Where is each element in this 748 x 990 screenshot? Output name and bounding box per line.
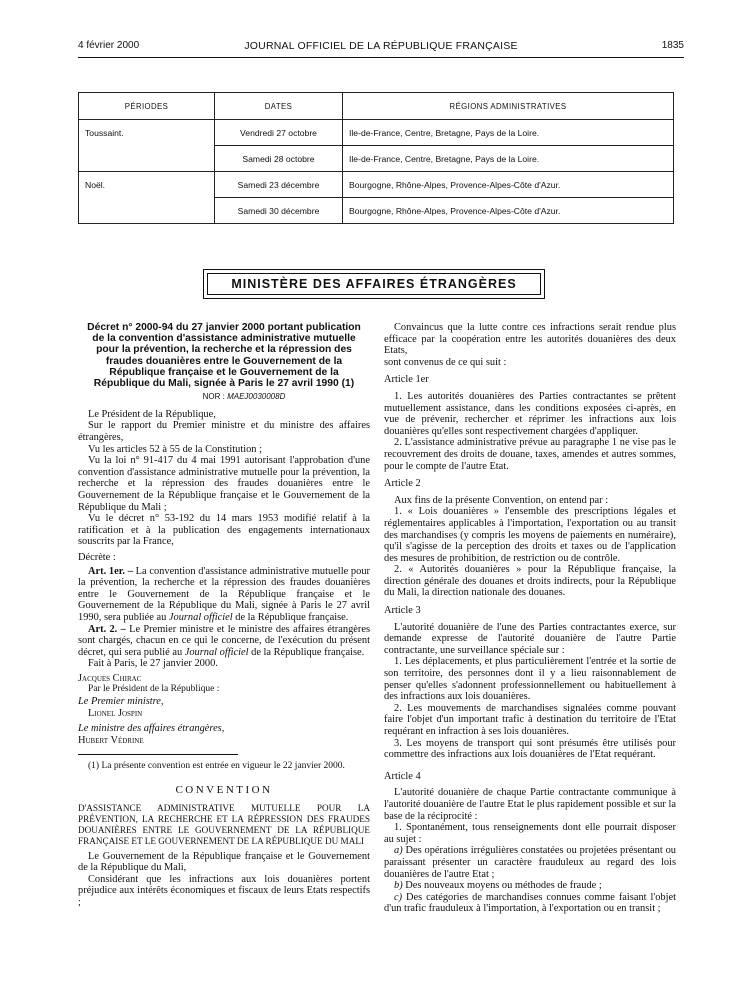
convention-title: D'ASSISTANCE ADMINISTRATIVE MUTUELLE POUR LA PRÉVENTION, LA RECHERCHE ET LA RÉPRESSION DES FRAUDES DOUANIÈRES ENTRE LE GOUVERNEMENT DE LA RÉPUBLIQUE FRANÇAISE ET LE GOUVERNEMENT DE LA RÉPUBLIQUE DU MALI xyxy=(78,802,370,846)
column-header: PÉRIODES xyxy=(79,93,215,120)
nor-value: MAEJ0030008D xyxy=(227,392,286,402)
paragraph: 2. « Autorités douanières » pour la République française, la direction générale des douanes et droits indirects, pour la République du Mali, la direction nationale des douanes. xyxy=(384,564,676,599)
article-heading: Article 1er xyxy=(384,374,429,386)
pm-title: Le Premier ministre, xyxy=(78,696,164,708)
article-2 xyxy=(78,624,370,659)
paragraph: Vu le décret n° 53-192 du 14 mars 1953 modifié relatif à la ratification et à la publication des engagements internationaux souscrits par la France, xyxy=(78,513,370,548)
signing-place: Fait à Paris, le 27 janvier 2000. xyxy=(88,658,218,670)
paragraph: sont convenus de ce qui suit : xyxy=(384,356,507,368)
pm-name: Lionel Jospin xyxy=(88,707,143,719)
date-cell: Samedi 23 décembre xyxy=(215,172,343,198)
footnote: (1) La présente convention est entrée en vigueur le 22 janvier 2000. xyxy=(88,761,345,772)
column-header: DATES xyxy=(215,93,343,120)
paragraph: Aux fins de la présente Convention, on entend par : xyxy=(394,494,609,506)
period-cell: Toussaint. xyxy=(79,120,215,172)
article-label: Art. 1er. – xyxy=(88,565,133,577)
article-text: de la République française. xyxy=(248,646,365,658)
regions-cell: Bourgogne, Rhône-Alpes, Provence-Alpes-Côte d'Azur. xyxy=(343,198,674,224)
ministry-name: MINISTÈRE DES AFFAIRES ÉTRANGÈRES xyxy=(207,273,541,295)
item-text: Des opérations irrégulières constatées ou projetées présentant ou paraissant présenter un caractère frauduleux au regard des lois douanières de l'autre Etat ; xyxy=(384,845,676,880)
nor-reference xyxy=(118,391,370,403)
table-row xyxy=(79,120,674,146)
signer-president: Jacques Chirac xyxy=(78,672,142,684)
paragraph: Considérant que les infractions aux lois douanières portent préjudice aux intérêts économiques et fiscaux de leurs Etats respectifs ; xyxy=(78,873,370,908)
paragraph: L'autorité douanière de chaque Partie contractante communique à l'autorité douanière de l'autre Etat le plus rapidement possible et sur la base de la réciprocité : xyxy=(384,787,676,822)
paragraph: 1. Spontanément, tous renseignements dont elle pourrait disposer au sujet : xyxy=(384,822,676,845)
item-text: Des catégories de marchandises connues comme faisant l'objet d'un trafic frauduleux à l'importation, à l'exportation ou en transit ; xyxy=(384,891,676,915)
table-row xyxy=(79,172,674,198)
regions-cell: Ile-de-France, Centre, Bretagne, Pays de la Loire. xyxy=(343,120,674,146)
regions-cell: Bourgogne, Rhône-Alpes, Provence-Alpes-Côte d'Azur. xyxy=(343,172,674,198)
decree-title: Décret n° 2000-94 du 27 janvier 2000 portant publication de la convention d'assistance administrative mutuelle pour la prévention, la recherche et la répression des fraudes douanières entre le Gouvernement de la République française et le Gouvernement de la République du Mali, signée à Paris le 27 avril 1990 (1) xyxy=(87,322,361,390)
regions-cell: Ile-de-France, Centre, Bretagne, Pays de la Loire. xyxy=(343,146,674,172)
paragraph: Vu les articles 52 à 55 de la Constitution ; xyxy=(88,443,262,455)
column-header: RÉGIONS ADMINISTRATIVES xyxy=(343,93,674,120)
date-cell: Vendredi 27 octobre xyxy=(215,120,343,146)
journal-name: JOURNAL OFFICIEL DE LA RÉPUBLIQUE FRANÇAISE xyxy=(244,40,518,52)
paragraph: Le Président de la République, xyxy=(88,408,216,420)
article-heading: Article 3 xyxy=(384,605,421,617)
item-label: c) xyxy=(394,891,403,903)
paragraph: 1. « Lois douanières » l'ensemble des prescriptions légales et réglementaires applicables à l'importation, l'exportation ou au transit des marchandises (y compris les moyens de paiements en numéraire), qu'il s'agisse de la perception des droits et taxes ou de l'application des mesures de prohibition, de restriction ou de contrôle. xyxy=(384,506,676,564)
article-heading: Article 4 xyxy=(384,770,421,782)
paragraph: 1. Les autorités douanières des Parties contractantes se prêtent mutuellement assistance, dans les conditions exposées ci-après, en vue de prévenir, rechercher et réprimer les infractions aux lois douanières qu'elles sont respectivement chargées d'appliquer. xyxy=(384,390,676,437)
list-item xyxy=(384,892,676,915)
minister-name: Hubert Védrine xyxy=(78,734,144,746)
periods-table xyxy=(78,92,674,224)
by-president: Par le Président de la République : xyxy=(88,684,220,695)
list-item xyxy=(384,880,676,892)
paragraph: 1. Les déplacements, et plus particulièrement l'entrée et la sortie de son territoire, des personnes dont il y a lieu raisonnablement de penser qu'elles s'adonnent professionnellement ou habituellement à des infractions aux lois douanières. xyxy=(384,656,676,703)
nor-label: NOR : xyxy=(202,392,225,402)
list-item xyxy=(384,845,676,880)
paragraph: 2. Les mouvements de marchandises signalées comme pouvant faire l'objet d'un important trafic à destination du territoire de l'Etat requérant en infraction à ses lois douanières. xyxy=(384,702,676,737)
article-text: de la République française. xyxy=(232,611,349,623)
table-header-row xyxy=(79,93,674,120)
date-cell: Samedi 30 décembre xyxy=(215,198,343,224)
convention-heading: CONVENTION xyxy=(175,784,273,797)
article-heading: Article 2 xyxy=(384,478,421,490)
article-label: Art. 2. – xyxy=(88,623,126,635)
decrete-heading: Décrète : xyxy=(78,551,116,563)
date-cell: Samedi 28 octobre xyxy=(215,146,343,172)
item-label: b) xyxy=(394,880,403,892)
paragraph: Sur le rapport du Premier ministre et du ministre des affaires étrangères, xyxy=(78,420,370,443)
journal-ref: Journal officiel xyxy=(168,611,233,623)
article-text: Le Premier ministre et le ministre des affaires étrangères sont chargés, chacun en ce qui le concerne, de l'exécution du présent décret, qui sera publié au xyxy=(78,623,370,658)
paragraph: Le Gouvernement de la République française et le Gouvernement de la République du Mali, xyxy=(78,850,370,874)
page-number: 1835 xyxy=(661,40,684,51)
page-header xyxy=(78,40,684,54)
paragraph: 2. L'assistance administrative prévue au paragraphe 1 ne vise pas le recouvrement des droits de douane, taxes, amendes et autres sommes, pour le compte de l'autre Etat. xyxy=(384,437,676,472)
footnote-rule xyxy=(78,754,238,755)
item-label: a) xyxy=(394,845,403,857)
ministry-banner xyxy=(203,269,545,299)
minister-title: Le ministre des affaires étrangères, xyxy=(78,723,225,735)
paragraph: 3. Les moyens de transport qui sont présumés être utilisés pour commettre des infractions aux lois douanières de l'Etat requérant. xyxy=(384,737,676,761)
article-1 xyxy=(78,566,370,624)
left-column xyxy=(78,322,370,909)
right-column xyxy=(384,322,676,915)
period-cell: Noël. xyxy=(79,172,215,224)
article-text: La convention d'assistance administrative mutuelle pour la prévention, la recherche et la répression des fraudes douanières entre le Gouvernement de la République française et le Gouvernement de la République du Mali, signée à Paris le 27 avril 1990, sera publiée au xyxy=(78,565,370,623)
issue-date: 4 février 2000 xyxy=(78,40,140,51)
paragraph: L'autorité douanière de l'une des Parties contractantes exerce, sur demande expresse de l'autorité douanière de l'autre Partie contractante, une surveillance spéciale sur : xyxy=(384,621,676,656)
journal-ref: Journal officiel xyxy=(184,646,249,658)
paragraph: Convaincus que la lutte contre ces infractions serait rendue plus efficace par la coopération entre les autorités douanières des deux Etats, xyxy=(384,322,676,357)
header-rule xyxy=(78,57,684,58)
item-text: Des nouveaux moyens ou méthodes de fraude ; xyxy=(402,880,602,892)
paragraph: Vu la loi n° 91-417 du 4 mai 1991 autorisant l'approbation d'une convention d'assistance administrative mutuelle pour la prévention, la recherche et la répression des fraudes douanières entre le Gouvernement de la République française et le Gouvernement de la République du Mali ; xyxy=(78,455,370,513)
